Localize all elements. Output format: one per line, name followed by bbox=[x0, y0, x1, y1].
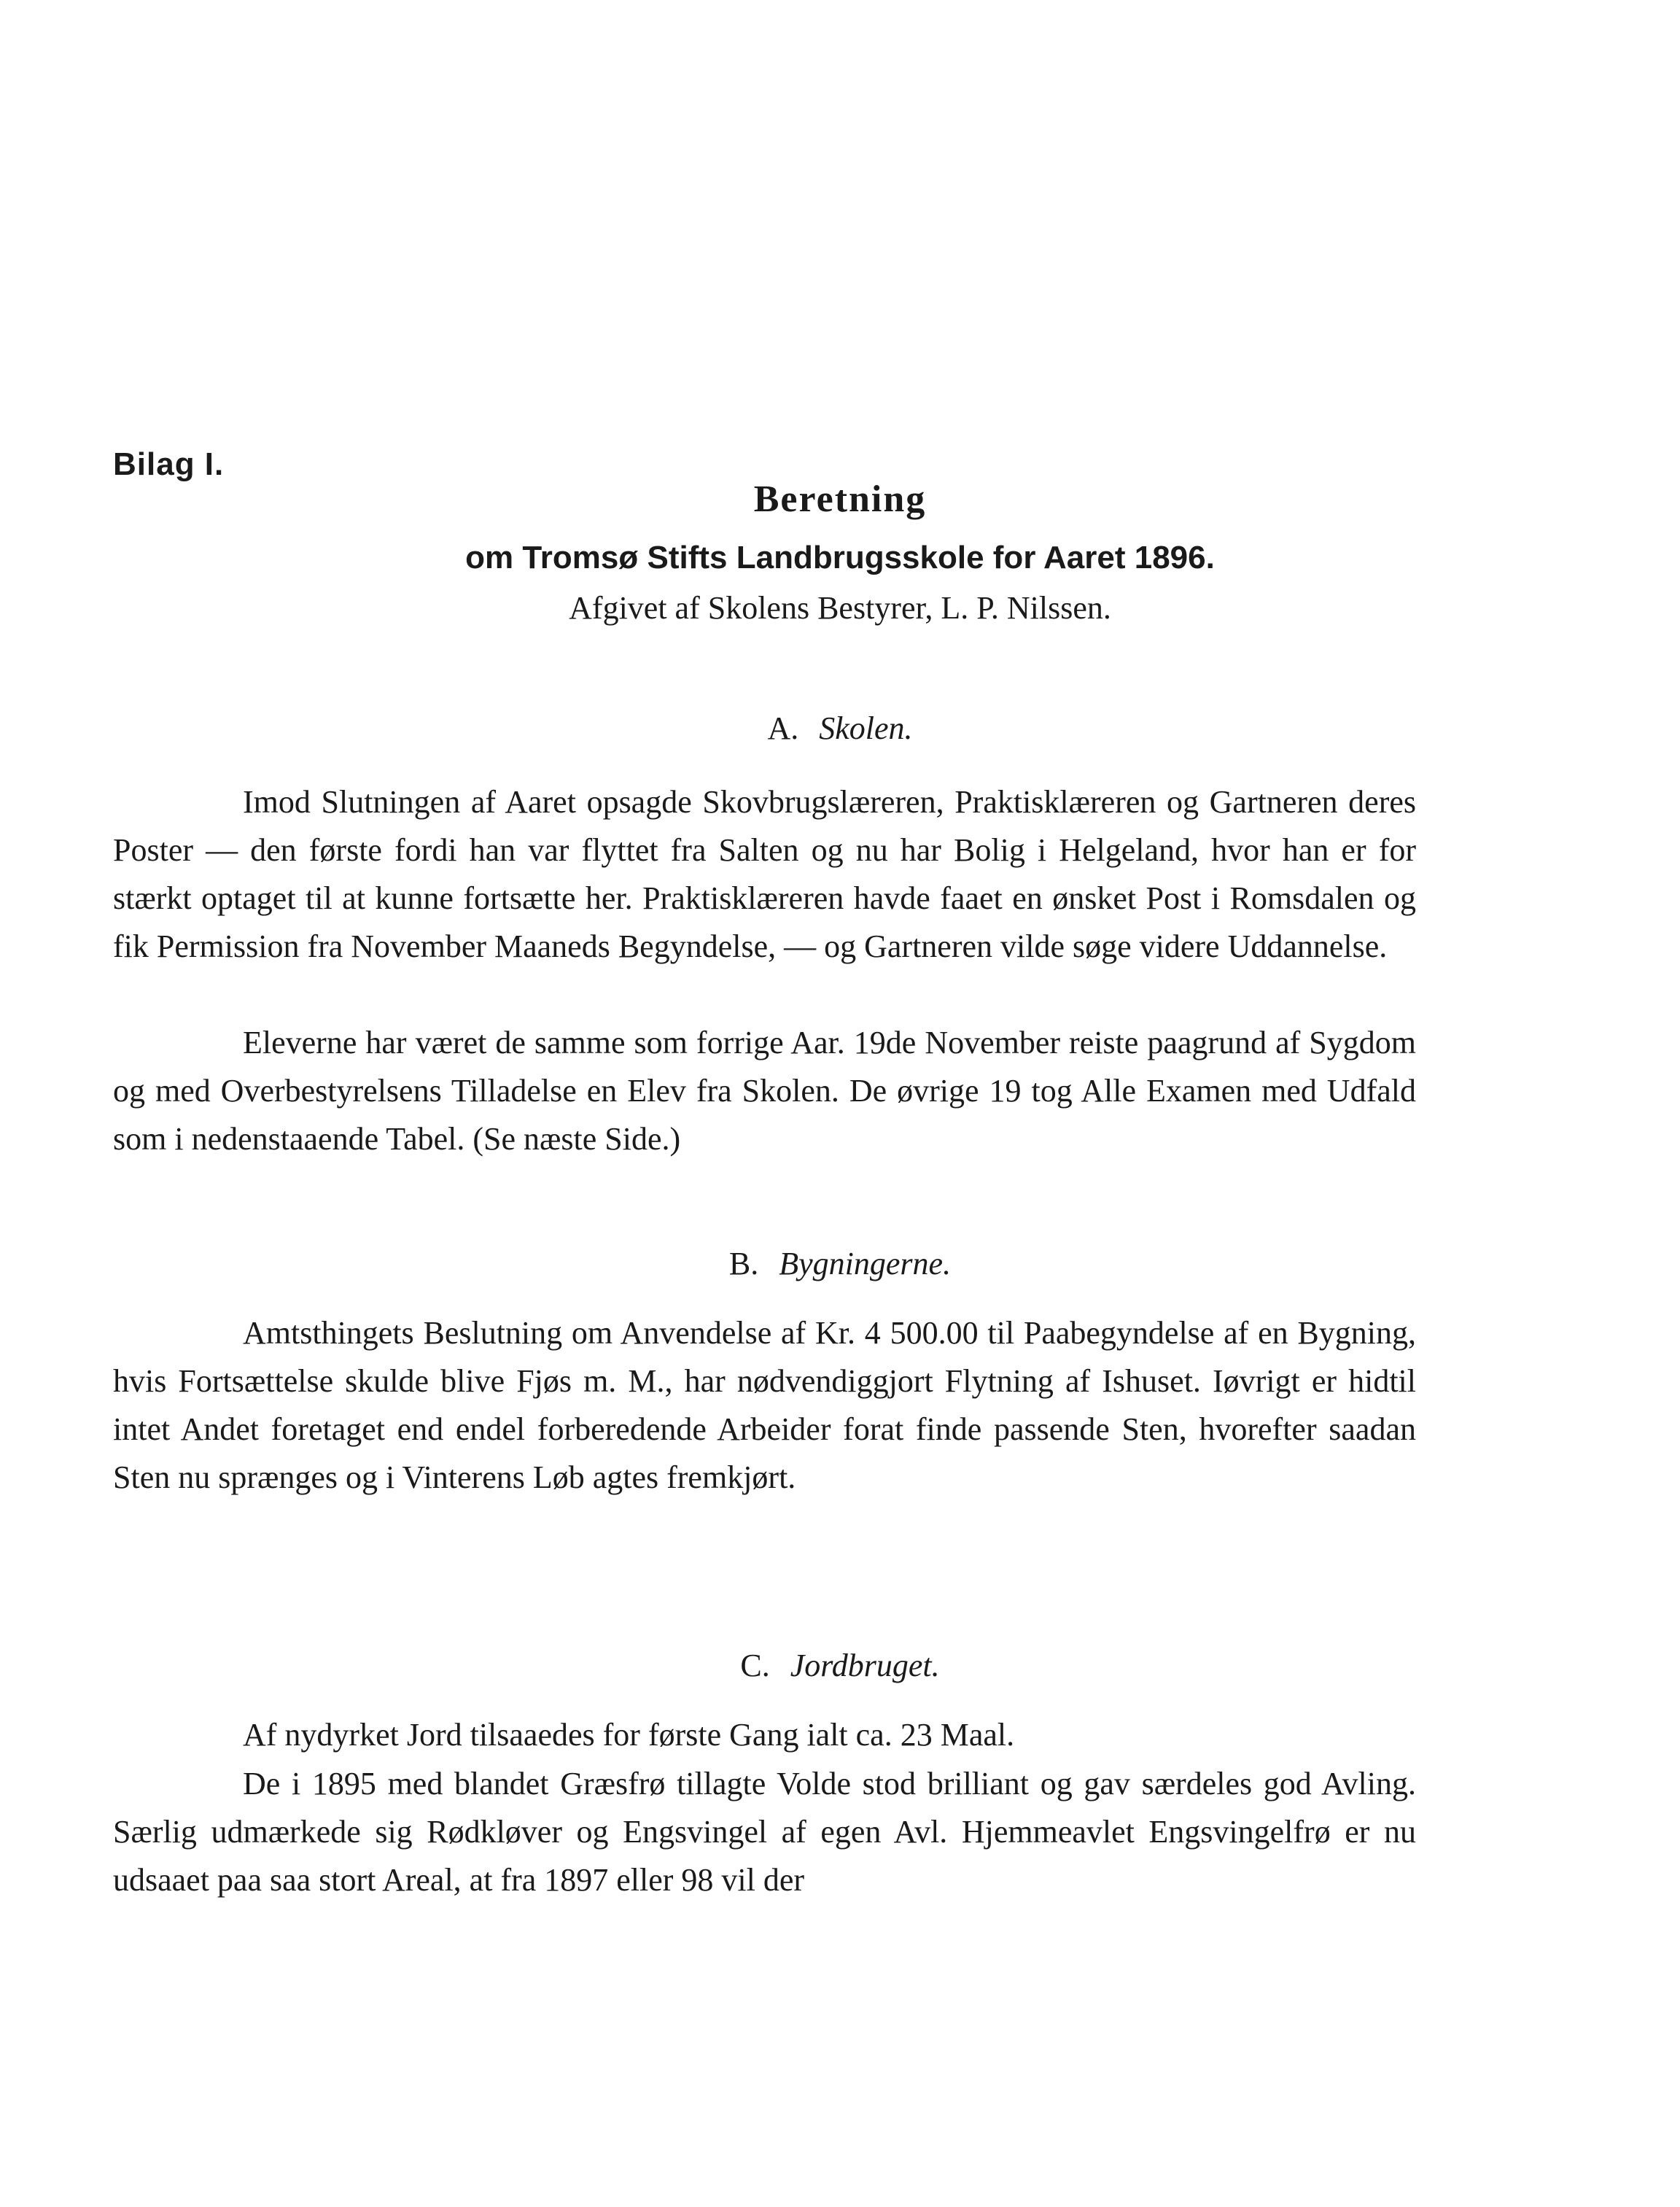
section-c-paragraph-1 bbox=[113, 1711, 1416, 1759]
section-heading-c bbox=[0, 1647, 1680, 1684]
section-a-paragraph-2 bbox=[113, 1019, 1416, 1163]
section-b-paragraph-1 bbox=[113, 1309, 1416, 1502]
report-title: Beretning bbox=[753, 478, 927, 520]
section-heading-b bbox=[0, 1245, 1680, 1282]
section-name: Bygningerne. bbox=[779, 1246, 952, 1281]
section-letter: B. bbox=[728, 1246, 759, 1281]
appendix-label: Bilag I. bbox=[113, 446, 225, 482]
section-name: Jordbruget. bbox=[790, 1648, 940, 1683]
section-c-paragraph-2 bbox=[113, 1760, 1416, 1904]
report-subtitle: om Tromsø Stifts Landbrugsskole for Aaret 1896. bbox=[465, 540, 1215, 575]
paragraph-text: Eleverne har været de samme som forrige Aar. 19de November reiste paagrund af Sygdom og med Overbestyrelsens Tilladelse en Elev fra Skolen. De øvrige 19 tog Alle Examen med Udfald som i nedenstaaende Tabel. (Se næste Side.) bbox=[113, 1025, 1416, 1157]
paragraph-text: De i 1895 med blandet Græsfrø tillagte Volde stod brilliant og gav særdeles god Avling. Særlig udmærkede sig Rødkløver og Engsvingel af egen Avl. Hjemmeavlet Engsvingelfrø er nu udsaaet paa saa stort Areal, at fra 1897 eller 98 vil der bbox=[113, 1766, 1416, 1898]
section-heading-a bbox=[0, 710, 1680, 747]
section-letter: C. bbox=[740, 1648, 770, 1683]
section-name: Skolen. bbox=[819, 710, 913, 746]
paragraph-text: Amtsthingets Beslutning om Anvendelse af Kr. 4 500.00 til Paabegyndelse af en Bygning, hvis Fortsættelse skulde blive Fjøs m. M., har nødvendiggjort Flytning af Ishuset. Iøvrigt er hidtil intet Andet foretaget end endel forberedende Arbeider forat finde passende Sten, hvorefter saadan Sten nu sprænges og i Vinterens Løb agtes fremkjørt. bbox=[113, 1315, 1416, 1495]
paragraph-text: Af nydyrket Jord tilsaaedes for første Gang ialt ca. 23 Maal. bbox=[243, 1717, 1015, 1753]
paragraph-text: Imod Slutningen af Aaret opsagde Skovbrugslæreren, Praktisklæreren og Gartneren deres Poster — den første fordi han var flyttet fra Salten og nu har Bolig i Helgeland, hvor han er for stærkt optaget til at kunne fortsætte her. Praktisklæreren havde faaet en ønsket Post i Romsdalen og fik Permission fra November Maaneds Begyndelse, — og Gartneren vilde søge videre Uddannelse. bbox=[113, 784, 1416, 964]
section-a-paragraph-1 bbox=[113, 778, 1416, 971]
section-letter: A. bbox=[767, 710, 799, 746]
author-line: Afgivet af Skolens Bestyrer, L. P. Nilssen. bbox=[569, 590, 1111, 626]
